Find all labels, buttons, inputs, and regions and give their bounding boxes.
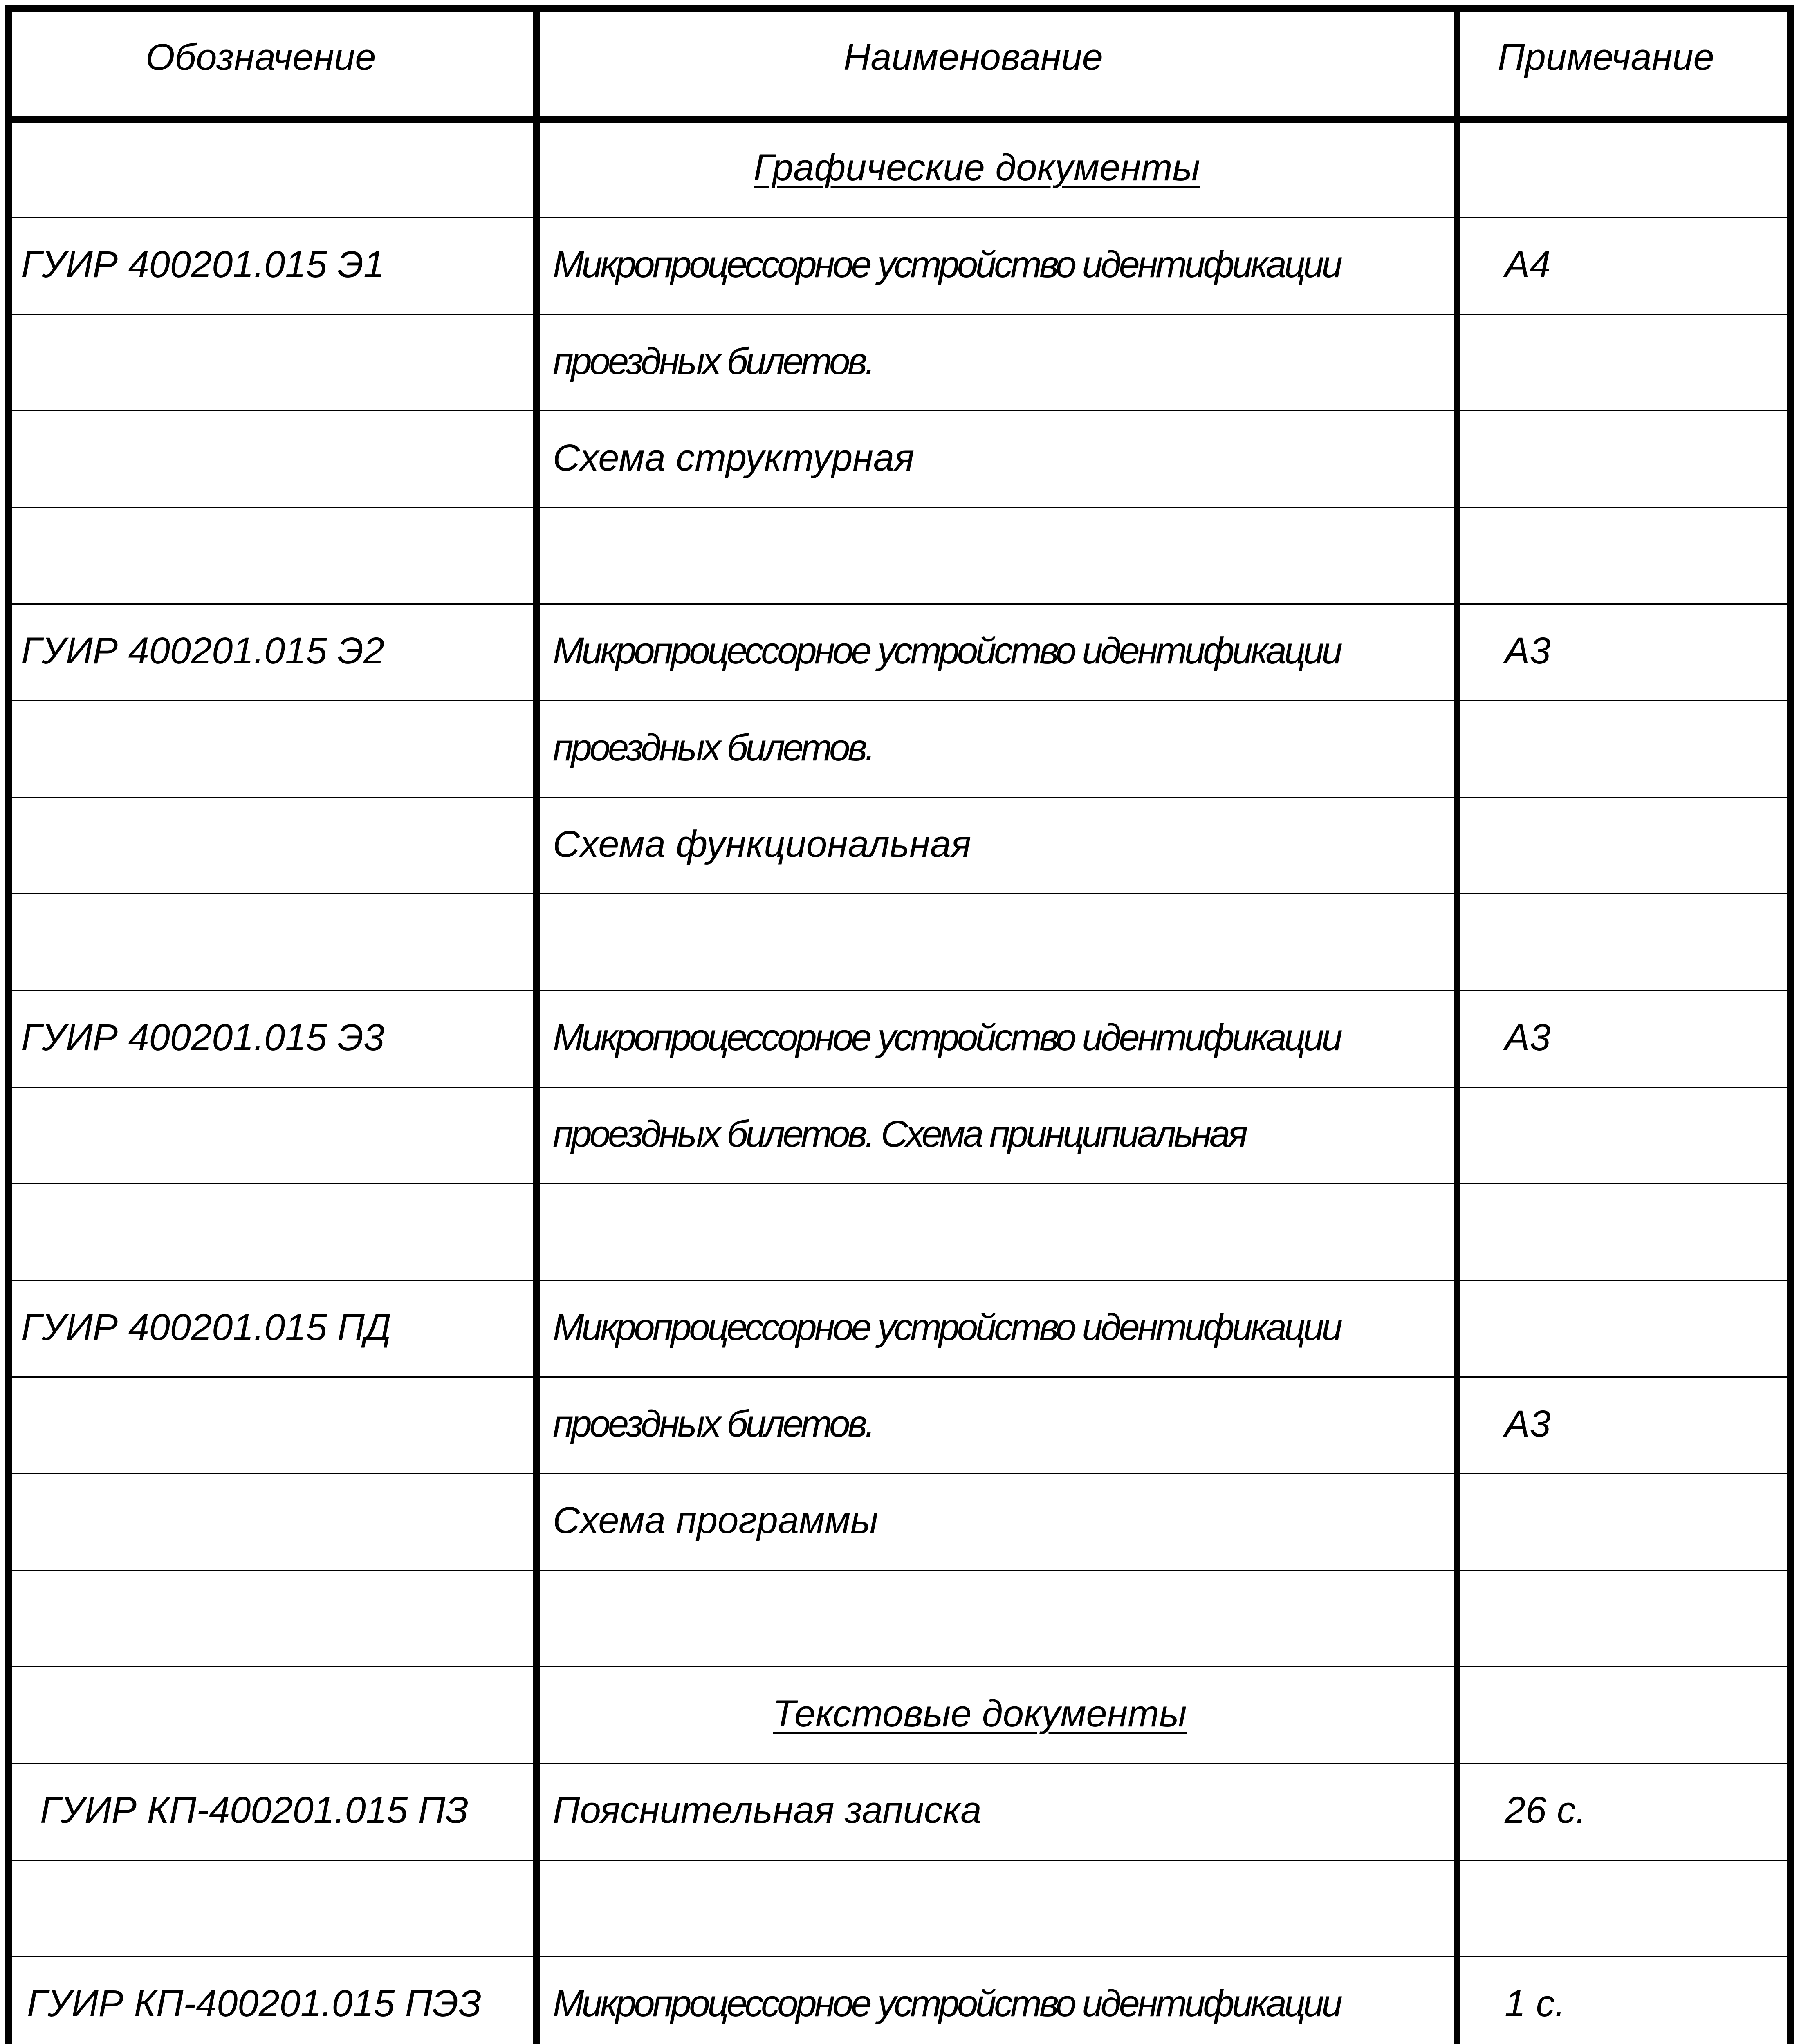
row-name-line: Микропроцессорное устройство идентификации [553, 1983, 1340, 2024]
header-note: Примечание [1498, 36, 1714, 78]
row-name-line: Микропроцессорное устройство идентификации [553, 244, 1340, 285]
row-code: ГУИР 400201.015 ПД [21, 1307, 391, 1348]
row-name-line: Пояснительная записка [553, 1789, 982, 1831]
row-code: ГУИР КП-400201.015 ПЗ [40, 1789, 469, 1831]
section-text-title: Текстовые документы [773, 1693, 1187, 1735]
header-name: Наименование [843, 36, 1103, 78]
row-code: ГУИР КП-400201.015 ПЭЗ [27, 1983, 482, 2024]
row-name-line: Схема программы [553, 1499, 878, 1541]
row-name-line: проездных билетов. [553, 727, 873, 769]
row-name-line: Микропроцессорное устройство идентификации [553, 1017, 1340, 1058]
row-code: ГУИР 400201.015 Э3 [21, 1017, 385, 1058]
header-designation: Обозначение [146, 36, 376, 78]
row-name-line: проездных билетов. [553, 341, 873, 382]
row-name-line: проездных билетов. Схема принципиальная [553, 1113, 1246, 1155]
row-name-line: Микропроцессорное устройство идентификации [553, 630, 1340, 672]
row-name-line: проездных билетов. [553, 1403, 873, 1445]
row-name-line: Схема функциональная [553, 823, 971, 865]
row-note: А3 [1505, 1017, 1551, 1058]
row-note: А3 [1505, 1403, 1551, 1445]
row-note: А3 [1505, 630, 1551, 672]
row-note: 26 с. [1505, 1789, 1586, 1831]
row-note: А4 [1505, 244, 1551, 285]
section-graphic-title: Графические документы [754, 147, 1200, 188]
row-code: ГУИР 400201.015 Э2 [21, 630, 385, 672]
row-code: ГУИР 400201.015 Э1 [21, 244, 385, 285]
row-note: 1 с. [1505, 1983, 1566, 2024]
row-name-line: Схема структурная [553, 437, 915, 479]
row-name-line: Микропроцессорное устройство идентификации [553, 1307, 1340, 1348]
